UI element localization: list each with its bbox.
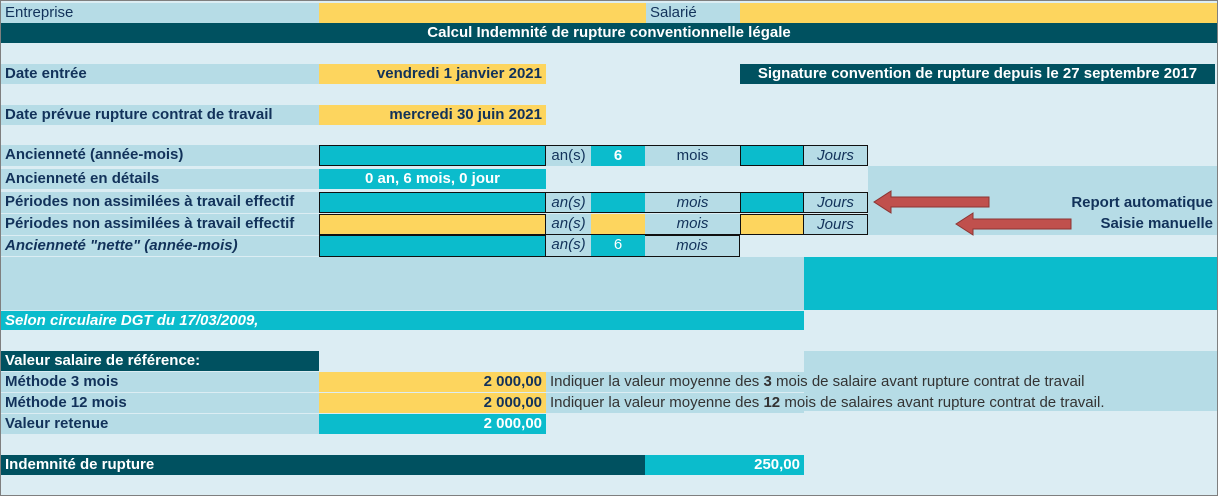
saisie-manuelle-note: Saisie manuelle — [1100, 215, 1213, 232]
periodes-manuel-ans-input[interactable] — [319, 214, 546, 235]
date-entree-label: Date entrée — [1, 64, 319, 84]
salarie-label: Salarié — [646, 3, 740, 23]
methode3-input[interactable]: 2 000,00 — [319, 372, 546, 392]
methode3-hint — [546, 372, 1217, 392]
anciennete-ans-unit: an(s) — [546, 145, 591, 166]
periodes-auto-jours-value — [740, 192, 804, 213]
periodes-manuel-mois-unit: mois — [645, 214, 740, 235]
page-title: Calcul Indemnité de rupture conventionnelle légale — [1, 23, 1217, 43]
salarie-input[interactable] — [740, 3, 1217, 23]
circulaire-note: Selon circulaire DGT du 17/03/2009, — [1, 311, 804, 330]
periodes-auto-ans-value — [319, 192, 546, 213]
anciennete-nette-mois-value: 6 — [591, 235, 645, 257]
entreprise-input[interactable] — [319, 3, 646, 23]
anciennete-jours-value — [740, 145, 804, 166]
anciennete-ans-value — [319, 145, 546, 166]
salaire-header: Valeur salaire de référence: — [1, 351, 319, 371]
anciennete-nette-ans-unit: an(s) — [546, 235, 591, 257]
periodes-auto-mois-unit: mois — [645, 192, 740, 213]
anciennete-mois-value: 6 — [591, 145, 645, 166]
result-band — [804, 257, 1217, 310]
anciennete-nette-label: Ancienneté "nette" (année-mois) — [1, 236, 319, 256]
periodes-manuel-jours-input[interactable] — [740, 214, 804, 235]
anciennete-details-value: 0 an, 6 mois, 0 jour — [319, 169, 546, 189]
entreprise-label: Entreprise — [1, 3, 319, 23]
methode3-label: Méthode 3 mois — [1, 372, 319, 392]
anciennete-details-label: Ancienneté en détails — [1, 169, 319, 189]
periodes-auto-label: Périodes non assimilées à travail effectif — [1, 192, 319, 213]
arrow-left-icon — [953, 211, 1075, 239]
periodes-manuel-ans-unit: an(s) — [546, 214, 591, 235]
periodes-manuel-mois-input[interactable] — [591, 214, 645, 235]
date-entree-input[interactable]: vendredi 1 janvier 2021 — [319, 64, 546, 84]
spacer-band — [1, 257, 804, 310]
anciennete-nette-ans-value — [319, 235, 546, 257]
periodes-auto-mois-value — [591, 192, 645, 213]
methode3-hint-before: Indiquer la valeur moyenne des — [550, 373, 764, 390]
date-rupture-label: Date prévue rupture contrat de travail — [1, 105, 319, 125]
valeur-retenue-value: 2 000,00 — [319, 414, 546, 434]
date-rupture-input[interactable]: mercredi 30 juin 2021 — [319, 105, 546, 125]
methode12-input[interactable]: 2 000,00 — [319, 393, 546, 413]
methode12-hint-after: mois de salaires avant rupture contrat de travail. — [780, 394, 1105, 411]
methode12-hint — [546, 393, 1217, 413]
valeur-retenue-label: Valeur retenue — [1, 414, 319, 434]
report-automatique-note: Report automatique — [1071, 194, 1213, 211]
methode3-hint-num: 3 — [763, 373, 772, 390]
indemnite-value: 250,00 — [645, 455, 804, 475]
anciennete-jours-unit: Jours — [804, 145, 868, 166]
methode12-hint-num: 12 — [763, 394, 781, 411]
periodes-auto-ans-unit: an(s) — [546, 192, 591, 213]
periodes-manuel-label: Périodes non assimilées à travail effectif — [1, 214, 319, 235]
anciennete-label: Ancienneté (année-mois) — [1, 145, 319, 166]
methode12-hint-before: Indiquer la valeur moyenne des — [550, 394, 764, 411]
methode3-hint-after: mois de salaire avant rupture contrat de travail — [771, 373, 1085, 390]
indemnite-label: Indemnité de rupture — [1, 455, 645, 475]
periodes-manuel-jours-unit: Jours — [804, 214, 868, 235]
signature-note: Signature convention de rupture depuis le 27 septembre 2017 — [740, 64, 1215, 84]
anciennete-mois-unit: mois — [645, 145, 740, 166]
periodes-auto-jours-unit: Jours — [804, 192, 868, 213]
anciennete-nette-mois-unit: mois — [645, 235, 740, 257]
methode12-label: Méthode 12 mois — [1, 393, 319, 413]
